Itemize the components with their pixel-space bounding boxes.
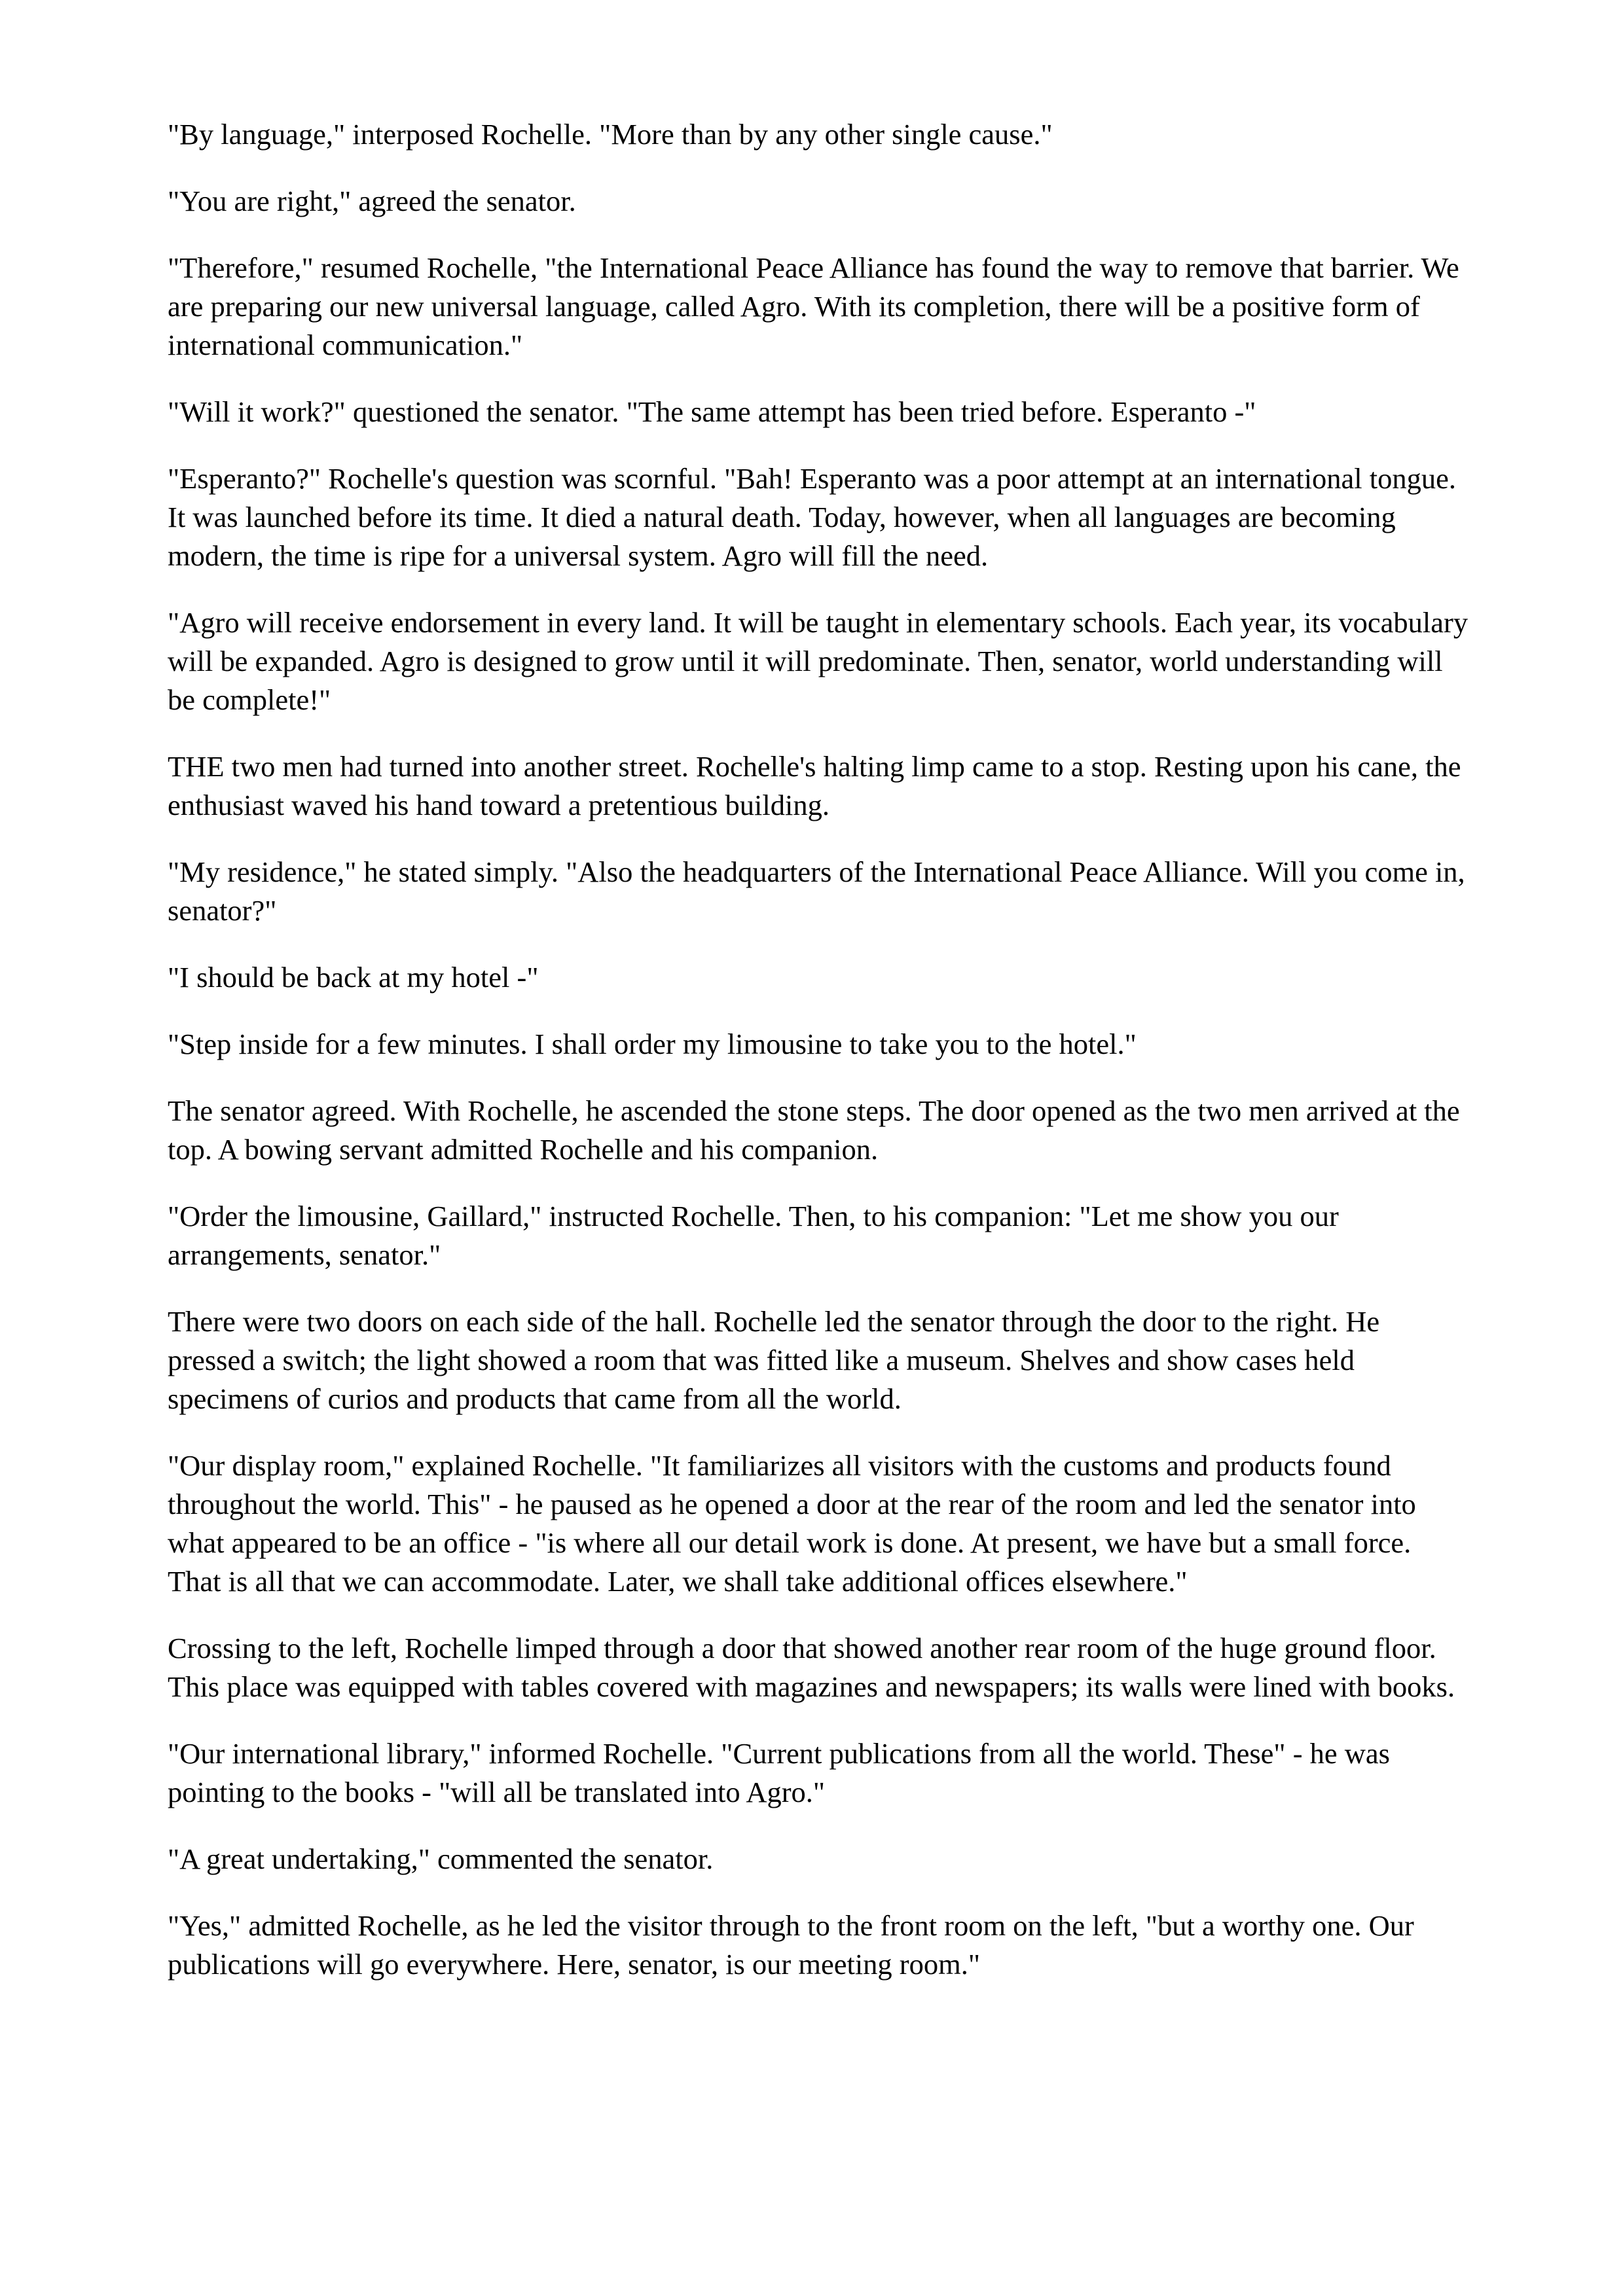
paragraph: "Our display room," explained Rochelle. "It familiarizes all visitors with the customs and products found throughout the world. This" - he paused as he opened a door at the rear of the room and led the senator into what appeared to be an office - "is where all our detail work is done. At present, we have but a small force. That is all that we can accommodate. Later, we shall take additional offices elsewhere." bbox=[168, 1449, 1416, 1598]
paragraph: "Agro will receive endorsement in every land. It will be taught in elementary schools. Each year, its vocabulary will be expanded. Agro is designed to grow until it will predominate. Then, senator, world understanding will be complete!" bbox=[168, 606, 1468, 716]
paragraph: "Step inside for a few minutes. I shall order my limousine to take you to the hotel." bbox=[168, 1028, 1137, 1060]
paragraph: "Will it work?" questioned the senator. "The same attempt has been tried before. Esperanto -" bbox=[168, 395, 1256, 428]
paragraph: Crossing to the left, Rochelle limped through a door that showed another rear room of the huge ground floor. This place was equipped with tables covered with magazines and newspapers; its walls were lined with books. bbox=[168, 1632, 1455, 1703]
paragraph: "My residence," he stated simply. "Also the headquarters of the International Peace Alliance. Will you come in, senator?" bbox=[168, 855, 1465, 927]
paragraph: The senator agreed. With Rochelle, he ascended the stone steps. The door opened as the two men arrived at the top. A bowing servant admitted Rochelle and his companion. bbox=[168, 1094, 1460, 1166]
paragraph: "By language," interposed Rochelle. "More than by any other single cause." bbox=[168, 118, 1053, 151]
paragraph: "Our international library," informed Rochelle. "Current publications from all the world. These" - he was pointing to the books - "will all be translated into Agro." bbox=[168, 1737, 1390, 1808]
paragraph: "Therefore," resumed Rochelle, "the International Peace Alliance has found the way to remove that barrier. We are preparing our new universal language, called Agro. With its completion, there will be a positive form of international communication." bbox=[168, 251, 1459, 361]
paragraph: "Esperanto?" Rochelle's question was scornful. "Bah! Esperanto was a poor attempt at an international tongue. It was launched before its time. It died a natural death. Today, however, when all languages are becoming modern, the time is ripe for a universal system. Agro will fill the need. bbox=[168, 462, 1457, 572]
paragraph: There were two doors on each side of the hall. Rochelle led the senator through the door to the right. He pressed a switch; the light showed a room that was fitted like a museum. Shelves and show cases held specimens of curios and products that came from all the world. bbox=[168, 1305, 1380, 1415]
paragraph: "I should be back at my hotel -" bbox=[168, 961, 539, 994]
paragraph: THE two men had turned into another street. Rochelle's halting limp came to a stop. Resting upon his cane, the enthusiast waved his hand toward a pretentious building. bbox=[168, 750, 1461, 821]
paragraph: "Order the limousine, Gaillard," instructed Rochelle. Then, to his companion: "Let me show you our arrangements, senator." bbox=[168, 1200, 1339, 1271]
paragraph: "A great undertaking," commented the senator. bbox=[168, 1842, 714, 1875]
paragraph: "You are right," agreed the senator. bbox=[168, 185, 576, 217]
body-text bbox=[168, 115, 1470, 2012]
paragraph: "Yes," admitted Rochelle, as he led the visitor through to the front room on the left, "but a worthy one. Our publications will go everywhere. Here, senator, is our meeting room." bbox=[168, 1909, 1414, 1981]
